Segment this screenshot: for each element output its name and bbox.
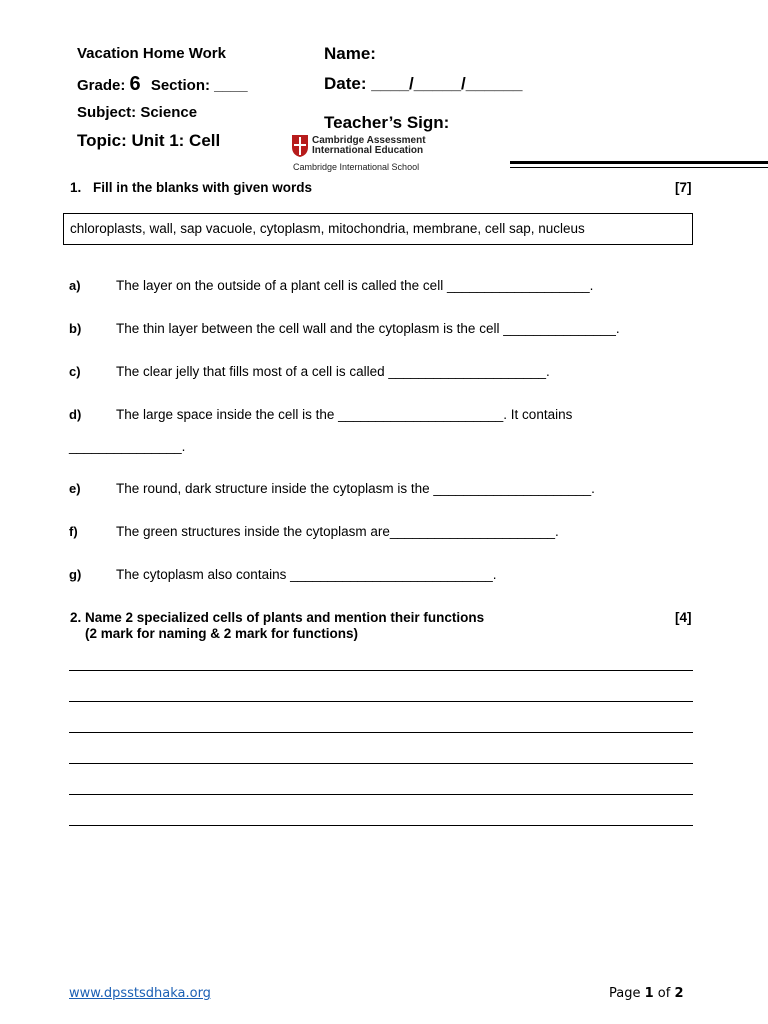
shield-icon — [291, 134, 309, 158]
q1-title: Fill in the blanks with given words — [93, 180, 313, 195]
item-text: The clear jelly that fills most of a cell is called _____________________. — [116, 364, 550, 379]
answer-line — [69, 825, 693, 826]
teacher-sign-label: Teacher’s Sign: — [324, 113, 450, 132]
item-label: g) — [69, 567, 82, 582]
item-label: c) — [69, 364, 81, 379]
answer-line — [69, 794, 693, 795]
website-link[interactable]: www.dpsstsdhaka.org — [69, 986, 211, 1001]
page-indicator — [609, 986, 684, 1001]
logo-line3: Cambridge International School — [293, 162, 420, 172]
item-label: f) — [69, 524, 78, 539]
page-total: 2 — [674, 986, 684, 1001]
q2-subtitle: (2 mark for naming & 2 mark for functions) — [85, 626, 359, 641]
grade-label: Grade: — [77, 77, 126, 94]
word-bank: chloroplasts, wall, sap vacuole, cytoplasm, mitochondria, membrane, cell sap, nucleus — [70, 221, 585, 236]
logo-line2: International Education — [312, 145, 424, 156]
q1-number: 1. — [70, 180, 82, 195]
date-label: Date: ____/_____/______ — [324, 74, 523, 93]
q2-marks: [4] — [675, 610, 692, 625]
item-label: a) — [69, 278, 81, 293]
item-text: The round, dark structure inside the cytoplasm is the _____________________. — [116, 481, 595, 496]
item-text: The green structures inside the cytoplasm are______________________. — [116, 524, 559, 539]
signature-line — [510, 161, 768, 164]
q1-marks: [7] — [675, 180, 692, 195]
grade-row — [77, 73, 248, 96]
logo-line1: Cambridge Assessment — [312, 135, 426, 146]
page-current: 1 — [644, 986, 654, 1001]
item-text: The cytoplasm also contains ___________________________. — [116, 567, 497, 582]
name-label: Name: — [324, 44, 376, 63]
item-continuation: _______________. — [69, 439, 186, 454]
topic-label: Topic: Unit 1: Cell — [77, 131, 221, 150]
section-label: Section: ____ — [150, 77, 248, 94]
answer-line — [69, 732, 693, 733]
grade-value: 6 — [129, 73, 141, 95]
word-bank-box — [63, 213, 693, 245]
answer-line — [69, 701, 693, 702]
answer-line — [69, 763, 693, 764]
signature-line-thin — [510, 167, 768, 168]
subject-label: Subject: Science — [77, 104, 198, 121]
page-of: of — [653, 986, 675, 1001]
item-text: The thin layer between the cell wall and the cytoplasm is the cell _______________. — [116, 321, 620, 336]
cambridge-logo — [291, 134, 431, 174]
answer-line — [69, 670, 693, 671]
item-label: e) — [69, 481, 81, 496]
item-label: d) — [69, 407, 82, 422]
item-text: The large space inside the cell is the ______________________. It contains — [116, 407, 573, 422]
homework-title: Vacation Home Work — [77, 45, 226, 62]
item-text: The layer on the outside of a plant cell is called the cell ___________________. — [116, 278, 594, 293]
q2-title: 2. Name 2 specialized cells of plants and mention their functions — [70, 610, 485, 625]
page-prefix: Page — [609, 986, 645, 1001]
item-label: b) — [69, 321, 82, 336]
q1-heading — [70, 180, 312, 195]
